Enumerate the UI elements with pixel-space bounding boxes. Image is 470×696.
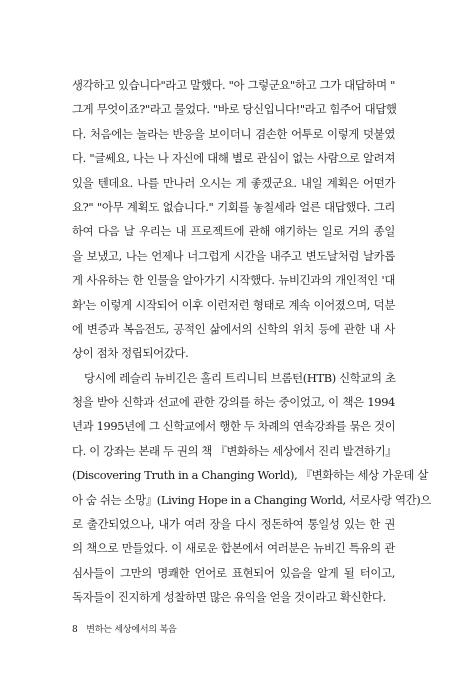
- text-line: 심사들이 그만의 명쾌한 언어로 표현되어 있음을 알게 될 터이고,: [72, 565, 395, 580]
- text-line: 아 숨 쉬는 소망』(Living Hope in a Changing World, 서로사랑 역간)으: [72, 492, 432, 507]
- text-line: 의 책으로 만들었다. 이 새로운 합본에서 여러분은 뉴비긴 특유의 관: [72, 541, 395, 556]
- text-line: 하여 다음 날 우리는 내 프로젝트에 관해 얘기하는 일로 거의 종일: [72, 224, 395, 239]
- running-title: 변하는 세상에서의 복음: [86, 625, 177, 635]
- text-line: 에 변증과 복음전도, 공적인 삶에서의 신학의 위치 등에 관한 내 사: [72, 321, 395, 336]
- text-line: 을 보냈고, 나는 언제나 너그럽게 시간을 내주고 변도날처럼 날카롭: [72, 248, 395, 263]
- page-number: 8: [72, 625, 78, 635]
- text-line: 다. 처음에는 놀라는 반응을 보이더니 겸손한 어투로 이렇게 덧붙였: [72, 126, 395, 141]
- text-line: 청을 받아 신학과 선교에 관한 강의를 하는 중이었고, 이 책은 1994: [72, 395, 395, 410]
- text-line: 생각하고 있습니다"라고 말했다. "아 그렇군요"하고 그가 대답하며 ": [72, 78, 395, 92]
- text-line: 상이 점차 정립되어갔다.: [72, 346, 189, 361]
- text-line: 다. "글쎄요, 나는 나 자신에 대해 별로 관심이 없는 사람으로 알려져: [72, 151, 395, 166]
- text-line: 화'는 이렇게 시작되어 이후 이런저런 형태로 계속 이어졌으며, 덕분: [72, 297, 395, 312]
- text-line: 독자들이 진지하게 성찰하면 많은 유익을 얻을 것이라고 확신한다.: [72, 590, 386, 605]
- text-line: 로 출간되었으나, 내가 여러 장을 다시 정돈하여 통일성 있는 한 권: [72, 517, 395, 532]
- body-text: [72, 73, 432, 610]
- page-footer: [72, 622, 176, 635]
- text-line: 게 사유하는 한 인물을 알아가기 시작했다. 뉴비긴과의 개인적인 '대: [72, 273, 395, 288]
- text-line: 당시에 레슬리 뉴비긴은 홀리 트리니티 브롬턴(HTB) 신학교의 초: [84, 370, 396, 385]
- text-line: 년과 1995년에 그 신학교에서 행한 두 차례의 연속강좌를 묶은 것이: [72, 419, 396, 434]
- text-line: (Discovering Truth in a Changing World), 『변화하는 세상 가운데 살: [72, 468, 428, 483]
- text-line: 있을 텐데요. 나를 만나러 오시는 게 좋겠군요. 내일 계획은 어떤가: [72, 175, 395, 190]
- text-line: 요?" "아무 계획도 없습니다." 기회를 놓칠세라 얼른 대답했다. 그리: [72, 199, 395, 214]
- text-line: 다. 이 강좌는 본래 두 권의 책 『변화하는 세상에서 진리 발견하기』: [72, 443, 397, 458]
- text-line: 그게 무엇이죠?"라고 물었다. "바로 당신입니다!"라고 힘주어 대답했: [72, 102, 397, 117]
